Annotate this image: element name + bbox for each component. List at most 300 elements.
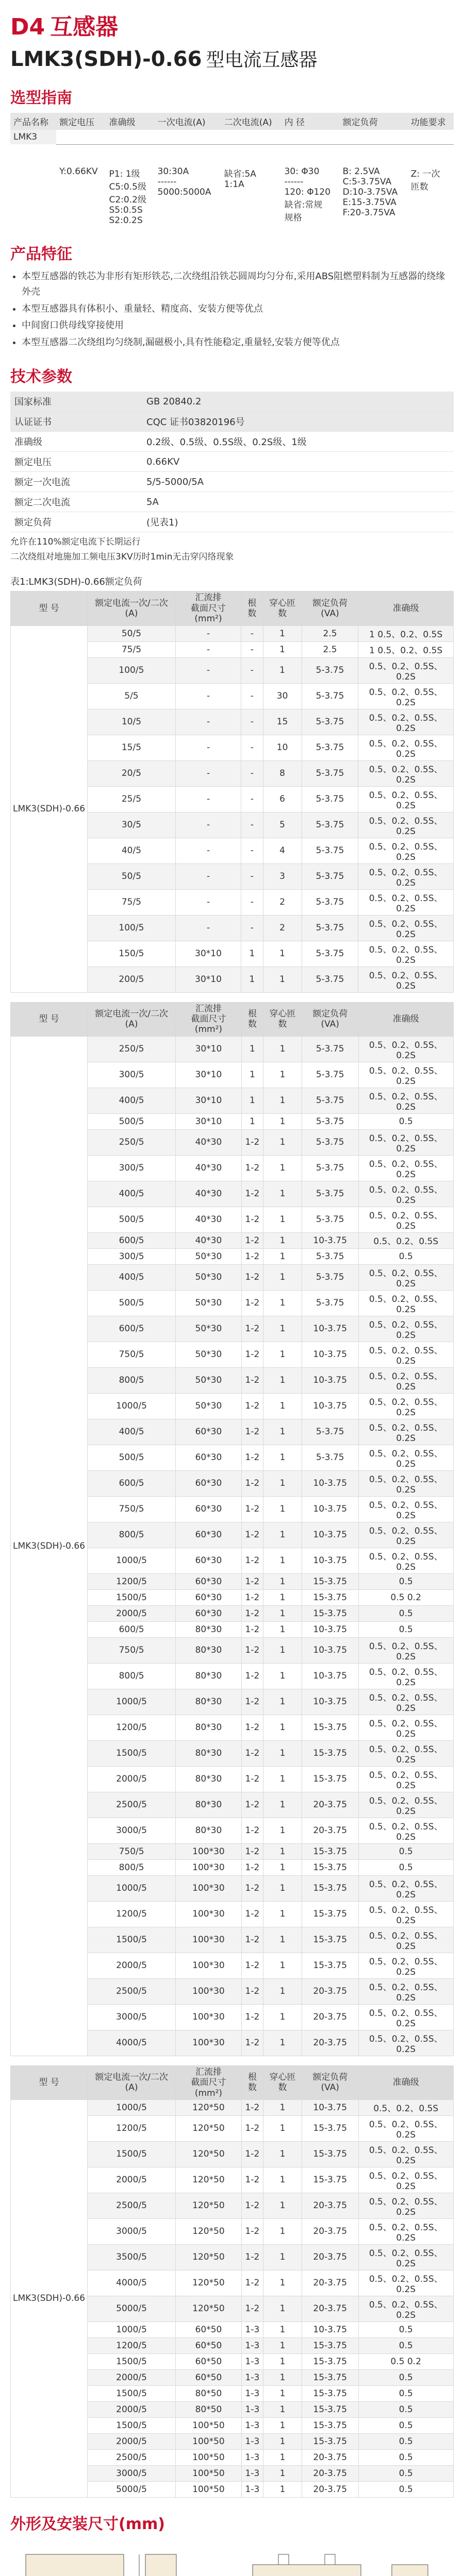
table-cell: 30: [263, 683, 302, 709]
table-cell: 15-3.75: [302, 1901, 358, 1927]
table-cell: 0.5 0.2: [358, 2353, 453, 2369]
table-cell: 8: [263, 760, 302, 786]
table-cell: 1: [263, 1129, 302, 1155]
table-cell: 5-3.75: [302, 786, 358, 812]
rated-load-header: [88, 591, 176, 625]
ct-front-medium-drawing: [253, 2554, 361, 2576]
table-cell: 80*30: [176, 1621, 242, 1637]
table-cell: -: [175, 915, 241, 941]
selection-detail: 30: Φ30 ------ 120: Φ120 缺省:常规 规格: [284, 166, 331, 223]
table-cell: 1: [263, 1953, 302, 1978]
table-cell: 1-2: [241, 1605, 263, 1621]
table-cell: -: [175, 735, 241, 760]
table-cell: 5-3.75: [302, 967, 358, 992]
table-cell: 1: [263, 1062, 302, 1088]
table-cell: 60*30: [176, 1589, 242, 1605]
table-cell: 1: [263, 1573, 302, 1589]
table-cell: 0.5、0.2、0.5S、0.2S: [358, 915, 454, 941]
table-cell: 20-3.75: [302, 2449, 358, 2465]
table-cell: 2000/5: [88, 1953, 176, 1978]
table-cell: 800/5: [88, 1367, 176, 1393]
table-cell: 15-3.75: [302, 1953, 358, 1978]
table-cell: 0.5、0.2、0.5S、0.2S: [358, 2115, 453, 2141]
table-cell: 50*30: [176, 1367, 242, 1393]
rated-load-header-text: 准确级: [392, 2077, 419, 2088]
table-cell: 15-3.75: [302, 2115, 358, 2141]
table-cell: 0.5、0.2、0.5S、0.2S: [358, 1818, 453, 1843]
rated-load-header: [263, 2065, 302, 2099]
table-cell: 2000/5: [88, 2433, 176, 2449]
table-cell: 1-2: [241, 1859, 263, 1875]
table-cell: 1: [263, 1232, 302, 1248]
selection-blank: [221, 130, 281, 144]
table-cell: 60*30: [176, 1548, 242, 1573]
selection-detail: Z: 一次 匝数: [410, 168, 440, 192]
table-cell: 1-2: [241, 1818, 263, 1843]
table-cell: 0.5、0.2、0.5S、0.2S: [358, 812, 454, 838]
table-cell: 0.5: [358, 2465, 453, 2481]
table-cell: 1: [263, 657, 302, 683]
table-cell: 0.5、0.2、0.5S、0.2S: [358, 735, 454, 760]
table-cell: 5-3.75: [302, 812, 358, 838]
table-cell: -: [241, 812, 263, 838]
feature-item: • 中间窗口供母线穿接使用: [22, 318, 454, 334]
table-cell: 1500/5: [88, 2141, 176, 2167]
table-cell: 1-2: [241, 1978, 263, 2004]
table-cell: 1: [263, 2401, 302, 2417]
table-cell: 100*30: [176, 1859, 242, 1875]
table-cell: 100*30: [176, 2004, 242, 2030]
table-cell: 15-3.75: [302, 2385, 358, 2401]
category-title: 互感器: [50, 14, 119, 40]
table-cell: 40*30: [176, 1181, 242, 1207]
table-cell: 4000/5: [88, 2030, 176, 2056]
table-cell: 1: [241, 967, 263, 992]
table-cell: 20-3.75: [302, 2270, 358, 2296]
table-cell: -: [175, 863, 241, 889]
table-cell: 1: [263, 2385, 302, 2401]
table-cell: -: [241, 735, 263, 760]
table-cell: 100*30: [176, 1875, 242, 1901]
table-cell: -: [175, 838, 241, 863]
table-cell: 30*10: [175, 967, 241, 992]
rated-load-header-text: 准确级: [392, 1014, 419, 1025]
table-cell: 3000/5: [88, 2465, 176, 2481]
tech-key: 国家标准: [10, 392, 142, 412]
table-cell: 300/5: [88, 1248, 176, 1264]
table-cell: 20-3.75: [302, 1818, 358, 1843]
table-cell: 1200/5: [88, 1901, 176, 1927]
table1-title: 表1:LMK3(SDH)-0.66额定负荷: [10, 577, 142, 588]
tech-row: [10, 512, 454, 532]
table-cell: 0.5、0.2、0.5S、0.2S: [358, 1264, 453, 1290]
table-cell: 1-2: [241, 1342, 263, 1367]
table-cell: 1000/5: [88, 1393, 176, 1419]
selection-header: 产品名称: [10, 113, 56, 130]
selection-blank: [56, 130, 106, 144]
table-cell: 50*30: [176, 1248, 242, 1264]
table-cell: 1: [263, 1637, 302, 1663]
table-cell: 300/5: [88, 1155, 176, 1181]
table-cell: 0.5: [358, 1248, 453, 1264]
table-cell: 800/5: [88, 1663, 176, 1689]
table-cell: 0.5、0.2、0.5S、0.2S: [358, 1445, 453, 1470]
table-cell: 1-3: [241, 2401, 263, 2417]
table-cell: 15-3.75: [302, 2433, 358, 2449]
table-cell: 0.5: [358, 2417, 453, 2433]
table-cell: 1-2: [241, 1901, 263, 1927]
table-cell: 10-3.75: [302, 1663, 358, 1689]
table-cell: -: [241, 641, 263, 657]
selection-blank: [155, 130, 221, 144]
table-cell: 0.5: [358, 1113, 453, 1129]
table-cell: 1-2: [241, 1522, 263, 1548]
table-cell: 400/5: [88, 1419, 176, 1445]
table-cell: 5-3.75: [302, 735, 358, 760]
table-cell: 15-3.75: [302, 1766, 358, 1792]
table-cell: 3000/5: [88, 1818, 176, 1843]
table-cell: 0.5: [358, 2385, 453, 2401]
table-cell: 750/5: [88, 1496, 176, 1522]
tech-key: 额定一次电流: [10, 472, 142, 492]
product-title: [10, 45, 454, 72]
table-cell: 500/5: [88, 1207, 176, 1232]
table-cell: 0.5、0.2、0.5S、0.2S: [358, 1036, 453, 1062]
table-cell: 0.5 0.2: [358, 1589, 453, 1605]
table-cell: 0.5、0.2、0.5S、0.2S: [358, 863, 454, 889]
table-cell: 120*50: [176, 2115, 242, 2141]
table-cell: 1-2: [241, 2296, 263, 2321]
table-cell: 5-3.75: [302, 1419, 358, 1445]
table-cell: 1200/5: [88, 1715, 176, 1740]
table-cell: 80*30: [176, 1766, 242, 1792]
table-cell: 800/5: [88, 1859, 176, 1875]
table-cell: 0.5、0.2、0.5S、0.2S: [358, 2193, 453, 2218]
features-list: [10, 269, 454, 351]
table-cell: 1-2: [241, 2218, 263, 2244]
table-cell: 1: [263, 2030, 302, 2056]
table-cell: 20-3.75: [302, 1978, 358, 2004]
table-cell: 1-2: [241, 2270, 263, 2296]
rated-load-header-row: [11, 2065, 454, 2099]
table-cell: 1: [263, 1290, 302, 1316]
ct-front-small-drawing: [26, 2554, 124, 2576]
table-cell: 1: [263, 1621, 302, 1637]
tech-row: [10, 492, 454, 512]
table-cell: 100*50: [176, 2449, 242, 2465]
table-cell: 1: [263, 1875, 302, 1901]
table-cell: 10-3.75: [302, 1637, 358, 1663]
tech-note: 允许在110%额定电流下长期运行: [10, 537, 141, 548]
table-cell: 5-3.75: [302, 1264, 358, 1290]
table-cell: 0.5、0.2、0.5S、0.2S: [358, 967, 454, 992]
table-cell: 20-3.75: [302, 2004, 358, 2030]
rated-load-header: [176, 2065, 242, 2099]
selection-header: 功能要求: [408, 113, 454, 130]
table-cell: 0.5、0.2、0.5S、0.2S: [358, 1689, 453, 1715]
table-cell: 60*50: [176, 2369, 242, 2385]
tech-row: [10, 472, 454, 492]
table-cell: 1: [263, 1470, 302, 1496]
table-cell: 0.5、0.2、0.5S、0.2S: [358, 1522, 453, 1548]
table-cell: 0.5、0.2、0.5S、0.2S: [358, 1155, 453, 1181]
table-cell: 1-2: [241, 1445, 263, 1470]
table-cell: 1: [241, 1036, 263, 1062]
table-cell: 1-2: [241, 1548, 263, 1573]
table-cell: 100*30: [176, 1953, 242, 1978]
table-cell: 15: [263, 709, 302, 735]
table-cell: 1: [263, 1036, 302, 1062]
table-cell: 60*50: [176, 2353, 242, 2369]
table-cell: 1: [263, 1818, 302, 1843]
table-cell: 1-2: [241, 1715, 263, 1740]
table-cell: 0.5: [358, 2337, 453, 2353]
rated-load-header-text: 根数: [247, 1008, 257, 1030]
table-cell: 1-2: [241, 1953, 263, 1978]
selection-blank: [106, 130, 155, 144]
table-cell: 5-3.75: [302, 1113, 358, 1129]
table-cell: 100*50: [176, 2417, 242, 2433]
table-cell: -: [241, 786, 263, 812]
table-cell: 1-2: [241, 1589, 263, 1605]
table-cell: 15-3.75: [302, 1589, 358, 1605]
table-cell: 100*30: [176, 1978, 242, 2004]
table-cell: 1-2: [241, 1573, 263, 1589]
table-cell: 0.5、0.2、0.5S、0.2S: [358, 1207, 453, 1232]
rated-load-header-text: 汇流排: [195, 2066, 222, 2077]
table-cell: 1-3: [241, 2369, 263, 2385]
table-cell: 120*50: [176, 2167, 242, 2193]
table-cell: 1-2: [241, 1496, 263, 1522]
table-cell: 0.5、0.2、0.5S、0.2S: [358, 1470, 453, 1496]
table-cell: 80*30: [176, 1740, 242, 1766]
table-cell: 0.5、0.2、0.5S、0.2S: [358, 1342, 453, 1367]
table-cell: 1: [241, 1113, 263, 1129]
table-cell: 400/5: [88, 1181, 176, 1207]
table-cell: 1: [263, 1589, 302, 1605]
rated-load-header-text: 汇流排: [195, 592, 222, 603]
table-cell: 0.5、0.2、0.5S、0.2S: [358, 1367, 453, 1393]
table-cell: 100/5: [88, 657, 176, 683]
table-cell: 10-3.75: [302, 1522, 358, 1548]
table-cell: 1: [263, 1496, 302, 1522]
table-cell: 1: [263, 2465, 302, 2481]
table-cell: 0.5、0.2、0.5S、0.2S: [358, 1953, 453, 1978]
table-cell: 60*30: [176, 1445, 242, 1470]
rated-load-header-subtext: 截面尺寸(mm²): [191, 1014, 226, 1035]
table-cell: 0.5、0.2、0.5S、0.2S: [358, 1715, 453, 1740]
table-cell: -: [175, 625, 241, 641]
rated-load-header: [175, 591, 241, 625]
table-cell: 40*30: [176, 1155, 242, 1181]
tech-value: GB 20840.2: [142, 392, 454, 412]
table-cell: 30*10: [175, 941, 241, 967]
selection-header: 二次电流(A): [221, 113, 281, 130]
table-cell: 1-2: [241, 2030, 263, 2056]
table-cell: 2500/5: [88, 1792, 176, 1818]
table-cell: 0.5、0.2、0.5S、0.2S: [358, 1181, 453, 1207]
table-cell: 1: [263, 2321, 302, 2337]
table-cell: 1: [263, 1663, 302, 1689]
table-cell: 1: [263, 1792, 302, 1818]
table-cell: 1: [263, 1207, 302, 1232]
tech-value: 0.66KV: [142, 452, 454, 472]
table-cell: 3000/5: [88, 2218, 176, 2244]
table-cell: 1: [241, 941, 263, 967]
table-cell: 1-2: [241, 2115, 263, 2141]
table-cell: 1-2: [241, 1621, 263, 1637]
table-cell: 5-3.75: [302, 838, 358, 863]
table-cell: 20-3.75: [302, 2030, 358, 2056]
tech-row: [10, 392, 454, 412]
table-cell: 2: [263, 915, 302, 941]
table-cell: 20-3.75: [302, 2481, 358, 2497]
table-cell: 0.5、0.2、0.5S、0.2S: [358, 2244, 453, 2270]
rated-load-header: [302, 1002, 358, 1036]
table-cell: 10-3.75: [302, 1316, 358, 1342]
table-cell: 0.5、0.2、0.5S、0.2S: [358, 1316, 453, 1342]
dimensions-heading: 外形及安装尺寸(mm): [10, 2515, 165, 2533]
table-cell: 0.5、0.2、0.5S、0.2S: [358, 1766, 453, 1792]
table-cell: 750/5: [88, 1637, 176, 1663]
table-cell: 0.5、0.2、0.5S、0.2S: [358, 1129, 453, 1155]
table-cell: 30*10: [176, 1062, 242, 1088]
table-cell: 250/5: [88, 1036, 176, 1062]
table-cell: 1500/5: [88, 1589, 176, 1605]
rated-load-header: [11, 591, 88, 625]
table-cell: 20-3.75: [302, 1792, 358, 1818]
rated-load-header-text: 额定负荷(VA): [312, 1008, 348, 1030]
table-cell: 1500/5: [88, 2385, 176, 2401]
table-cell: 20-3.75: [302, 2296, 358, 2321]
rated-load-header: [88, 1002, 176, 1036]
tech-value: (见表1): [142, 512, 454, 532]
table-cell: -: [241, 838, 263, 863]
table-cell: 400/5: [88, 1088, 176, 1113]
table-cell: 10-3.75: [302, 1621, 358, 1637]
table-cell: 1-3: [241, 2465, 263, 2481]
table-cell: 1: [263, 1264, 302, 1290]
table-cell: 1000/5: [88, 1689, 176, 1715]
rated-load-header: [263, 591, 302, 625]
table-cell: 1-2: [241, 1264, 263, 1290]
table-cell: 6: [263, 786, 302, 812]
table-cell: 50/5: [88, 625, 176, 641]
table-cell: 2000/5: [88, 2167, 176, 2193]
table-cell: 75/5: [88, 889, 176, 915]
table-cell: 80*30: [176, 1792, 242, 1818]
selection-name-row: [10, 130, 454, 144]
table-cell: 0.5、0.2、0.5S、0.2S: [358, 1875, 453, 1901]
table-cell: 4000/5: [88, 2270, 176, 2296]
rated-load-header-text: 根数: [247, 598, 257, 619]
table-cell: 15-3.75: [302, 1859, 358, 1875]
rated-load-header: [358, 591, 454, 625]
rated-load-tables: [10, 591, 454, 2498]
table-cell: -: [241, 657, 263, 683]
table-cell: 800/5: [88, 1522, 176, 1548]
table-cell: 5-3.75: [302, 1088, 358, 1113]
table-cell: 0.5、0.2、0.5S、0.2S: [358, 1419, 453, 1445]
table-cell: 1-3: [241, 2353, 263, 2369]
table-cell: 60*30: [176, 1419, 242, 1445]
rated-load-header-subtext: 截面尺寸(mm²): [191, 2077, 226, 2098]
table-cell: 15-3.75: [302, 1875, 358, 1901]
table-cell: 60*50: [176, 2337, 242, 2353]
table-cell: 100*50: [176, 2433, 242, 2449]
tech-value: CQC 证书03820196号: [142, 412, 454, 432]
tech-heading: 技术参数: [10, 368, 72, 386]
table-cell: 250/5: [88, 1129, 176, 1155]
table-cell: 0.5、0.2、0.5S、0.2S: [358, 2270, 453, 2296]
table-cell: 1-2: [241, 1689, 263, 1715]
table-cell: 1-2: [241, 2004, 263, 2030]
table-cell: 15-3.75: [302, 1715, 358, 1740]
dimension-drawings: [10, 2539, 454, 2576]
tech-value: 5/5-5000/5A: [142, 472, 454, 492]
selection-detail: 缺省:5A 1:1A: [224, 168, 256, 190]
table-cell: 1: [263, 1978, 302, 2004]
table-cell: 2: [263, 889, 302, 915]
table-cell: 80*30: [176, 1663, 242, 1689]
table-cell: 50*30: [176, 1342, 242, 1367]
table-cell: 500/5: [88, 1113, 176, 1129]
rated-load-header-text: 穿心匝数: [269, 598, 296, 619]
table-cell: 1: [263, 1393, 302, 1419]
table-cell: 40*30: [176, 1207, 242, 1232]
table-cell: 1: [263, 1155, 302, 1181]
table-cell: 5-3.75: [302, 889, 358, 915]
rated-load-header-text: 额定电流一次/二次(A): [95, 1008, 168, 1030]
table-cell: 600/5: [88, 1470, 176, 1496]
table-cell: 0.5、0.2、0.5S、0.2S: [358, 709, 454, 735]
table-cell: 20-3.75: [302, 2218, 358, 2244]
table-cell: 10-3.75: [302, 1496, 358, 1522]
table-cell: 0.5: [358, 1605, 453, 1621]
rated-load-header-text: 型 号: [39, 2077, 59, 2088]
selection-detail: [10, 164, 56, 228]
table-cell: 5-3.75: [302, 1290, 358, 1316]
selection-detail: 30:30A ------ 5000:5000A: [157, 166, 211, 197]
table-cell: -: [175, 657, 241, 683]
table-cell: 20-3.75: [302, 2244, 358, 2270]
table-cell: 1-2: [241, 2244, 263, 2270]
table-cell: 60*30: [176, 1496, 242, 1522]
table-cell: 5-3.75: [302, 760, 358, 786]
model-cell: LMK3(SDH)-0.66: [11, 1036, 88, 2056]
table-cell: 50*30: [176, 1290, 242, 1316]
table-cell: 1: [263, 2141, 302, 2167]
rated-load-header-text: 穿心匝数: [269, 2072, 296, 2093]
table-cell: 0.5、0.2、0.5S、0.2S: [358, 1290, 453, 1316]
table-cell: 600/5: [88, 1621, 176, 1637]
table-cell: 1: [263, 1445, 302, 1470]
feature-item: • 本型互感器的铁芯为非形有矩形铁芯,二次绕组沿铁芯圆周均匀分布,采用ABS阻燃塑料制为互感器的绕缘外壳: [22, 269, 454, 300]
rated-load-header-text: 型 号: [39, 603, 59, 614]
tech-key: 额定二次电流: [10, 492, 142, 512]
selection-gap: [10, 144, 454, 164]
table-cell: 5-3.75: [302, 1062, 358, 1088]
table-cell: 0.5、0.2、0.5S、0.2S: [358, 2167, 453, 2193]
tech-value: 5A: [142, 492, 454, 512]
rated-load-header-row: [11, 591, 454, 625]
feature-item: • 本型互感器具有体积小、重量轻、精度高、安装方便等优点: [22, 301, 454, 317]
table-cell: 4: [263, 838, 302, 863]
table-cell: 600/5: [88, 1232, 176, 1248]
table-cell: 1-2: [241, 2193, 263, 2218]
model-cell: LMK3(SDH)-0.66: [11, 625, 88, 992]
table-cell: 150/5: [88, 941, 176, 967]
